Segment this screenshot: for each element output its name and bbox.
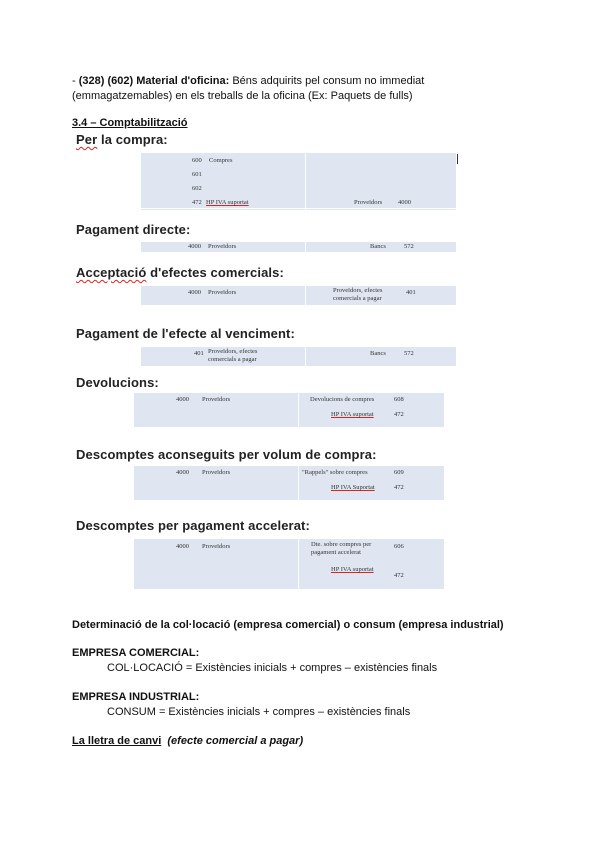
empresa-industrial-label: EMPRESA INDUSTRIAL:: [72, 691, 200, 703]
cell-num: 4000: [188, 243, 201, 250]
section-title: 3.4 – Comptabilització: [72, 117, 188, 129]
cell-left: Proveïdors: [202, 396, 231, 403]
empresa-industrial-formula: CONSUM = Existències inicials + compres – existències finals: [107, 706, 411, 718]
cell-right-label: Devolucions de compres: [310, 396, 375, 403]
cell-right-num: 4000: [398, 199, 411, 206]
table-divider: [298, 466, 299, 500]
intro-prefix: -: [72, 75, 79, 87]
table-divider-h: [141, 208, 456, 209]
cell-num: 602: [192, 185, 202, 192]
cell-right-label: Bancs: [370, 350, 386, 357]
cell-right-label: Proveïdors: [354, 199, 383, 206]
heading-acceptacio-pre: Acceptació: [76, 265, 147, 280]
cell-num: 4000: [176, 543, 189, 550]
cell-num: 4000: [188, 289, 201, 296]
table-divider: [305, 347, 306, 366]
cell-num: 4000: [176, 396, 189, 403]
cell-right-label-text: HP IVA suportat: [331, 566, 374, 573]
table-divider: [305, 242, 306, 252]
cell-right-num: 572: [404, 350, 414, 357]
cell-right-label: "Rappels" sobre compres: [302, 469, 368, 476]
heading-per-la-compra: [76, 132, 168, 147]
heading-descomptes-accelerat: Descomptes per pagament accelerat:: [76, 518, 310, 533]
cell-right-num: 472: [394, 484, 404, 491]
cell-right-num: 609: [394, 469, 404, 476]
intro-paragraph: [72, 73, 542, 89]
cell-right-label-text: HP IVA suportat: [331, 411, 374, 418]
cell-right-num: 472: [394, 411, 404, 418]
cell-num: 601: [192, 171, 202, 178]
lletra-line: [72, 733, 303, 749]
cell-right-num: 608: [394, 396, 404, 403]
cell-right-num: 572: [404, 243, 414, 250]
cell-left: Proveïdors: [202, 543, 231, 550]
text-cursor: [457, 154, 458, 164]
heading-devolucions: Devolucions:: [76, 375, 159, 390]
cell-num: 401: [194, 350, 204, 357]
cell-right-label-text: HP IVA Suportat: [331, 484, 375, 491]
cell-num: 600: [192, 157, 202, 164]
lletra-note: (efecte comercial a pagar): [167, 735, 304, 747]
cell-right-label: [331, 566, 374, 574]
intro-code: (328) (602) Material d'oficina:: [78, 75, 230, 87]
cell-right-label: Bancs: [370, 243, 386, 250]
heading-pagament-directe: Pagament directe:: [76, 222, 191, 237]
cell-right-label: Dte. sobre compres per pagament accelerat: [311, 541, 372, 556]
cell-left: Proveïdors: [202, 469, 231, 476]
heading-per-la-compra-pre: Per: [76, 132, 98, 147]
table-divider: [305, 153, 306, 210]
cell-right-num: 401: [406, 289, 416, 296]
heading-per-la-compra-post: la compra:: [97, 132, 168, 147]
heading-acceptacio-post: d'efectes comercials:: [146, 265, 284, 280]
cell-num: 472: [192, 199, 202, 206]
intro-text-2: (emmagatzemables) en els treballs de la oficina (Ex: Paquets de fulls): [72, 90, 413, 102]
cell-left: Proveïdors, efectes comercials a pagar: [208, 348, 258, 363]
table-divider: [298, 539, 299, 589]
heading-pagament-venciment: Pagament de l'efecte al venciment:: [76, 326, 295, 341]
heading-descomptes-volum: Descomptes aconseguits per volum de compra:: [76, 447, 377, 462]
heading-acceptacio: [76, 265, 284, 280]
determinacio-heading: Determinació de la col·locació (empresa comercial) o consum (empresa industrial): [72, 619, 504, 631]
cell-num: 4000: [176, 469, 189, 476]
intro-paragraph-line2: [72, 88, 542, 104]
cell-left: Proveïdors: [208, 243, 237, 250]
cell-left-text: HP IVA suportat: [206, 199, 249, 206]
cell-left: [206, 199, 249, 207]
cell-right-label: Proveïdors, efectes comercials a pagar: [333, 287, 383, 302]
cell-right-num: 472: [394, 572, 404, 579]
lletra-title: La lletra de canvi: [72, 735, 162, 747]
cell-right-num: 606: [394, 543, 404, 550]
cell-left: Compres: [209, 157, 233, 164]
table-divider: [298, 393, 299, 427]
empresa-comercial-label: EMPRESA COMERCIAL:: [72, 647, 200, 659]
empresa-comercial-formula: COL·LOCACIÓ = Existències inicials + compres – existències finals: [107, 662, 438, 674]
cell-right-label: [331, 484, 375, 492]
cell-right-label: [331, 411, 374, 419]
cell-left: Proveïdors: [208, 289, 237, 296]
intro-text-1: Béns adquirits pel consum no immediat: [229, 75, 425, 87]
table-divider: [305, 286, 306, 305]
